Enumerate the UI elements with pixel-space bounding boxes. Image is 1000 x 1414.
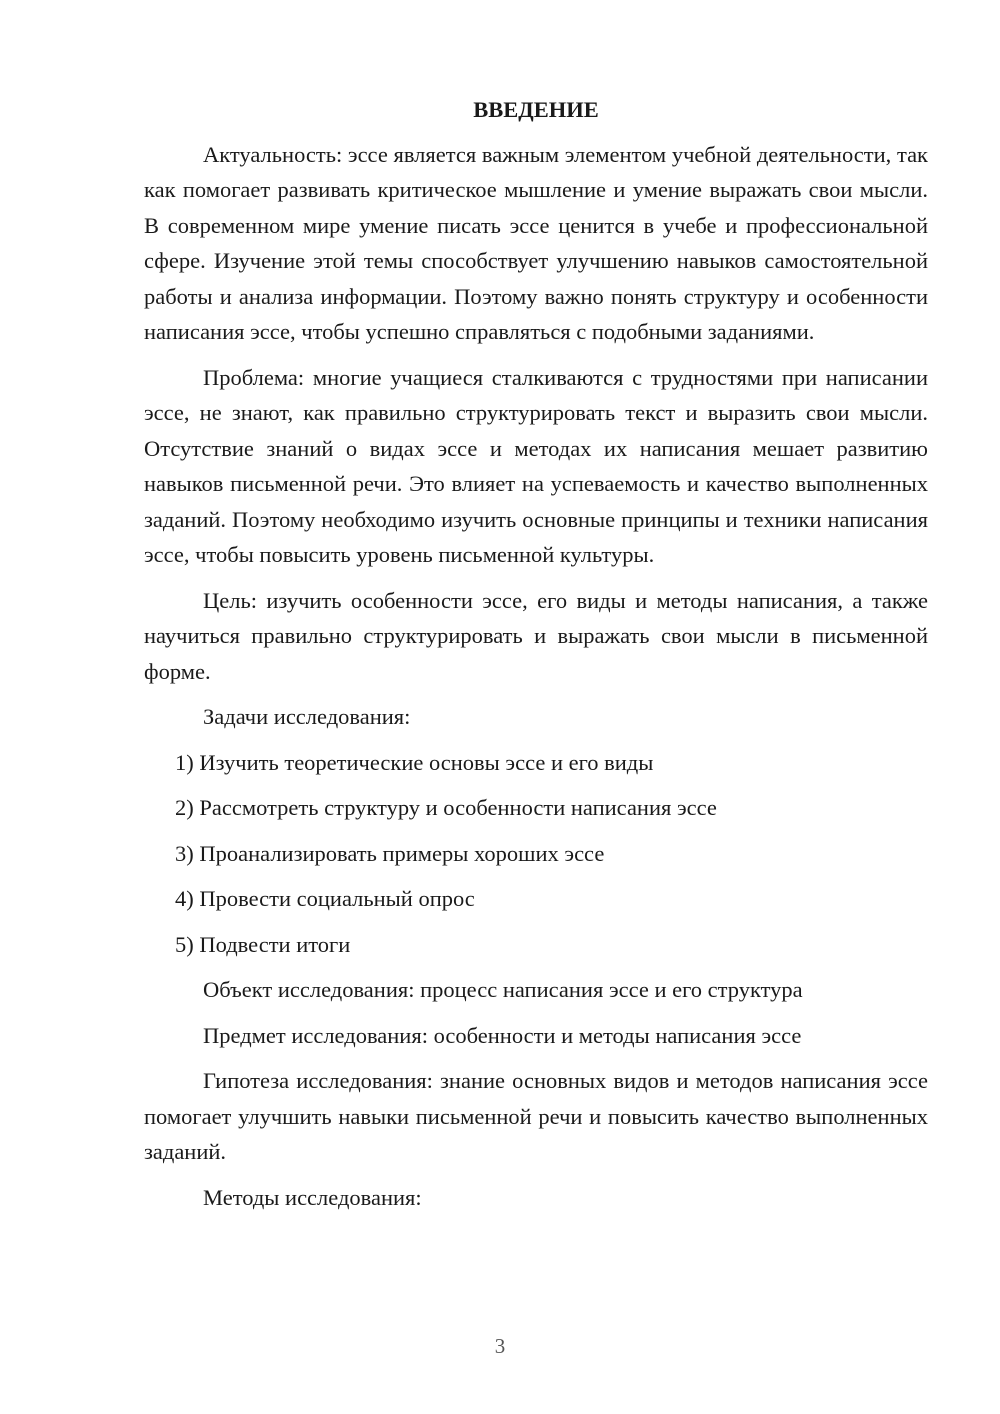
task-item: 2) Рассмотреть структуру и особенности написания эссе [175, 795, 717, 820]
hypothesis-paragraph: Гипотеза исследования: знание основных видов и методов написания эссе помогает улучшить навыки письменной речи и повысить качество выполненных заданий. [144, 1068, 928, 1164]
research-object: Объект исследования: процесс написания эссе и его структура [203, 977, 803, 1002]
methods-heading: Методы исследования: [203, 1184, 422, 1210]
page-content [144, 92, 928, 1225]
problem-paragraph: Проблема: многие учащиеся сталкиваются с трудностями при написании эссе, не знают, как правильно структурировать текст и выразить свои мысли. Отсутствие знаний о видах эссе и методах их написания мешает развитию навыков письменной речи. Это влияет на успеваемость и качество выполненных заданий. Поэтому необходимо изучить основные принципы и техники написания эссе, чтобы повысить уровень письменной культуры. [144, 364, 928, 567]
tasks-heading: Задачи исследования: [203, 704, 411, 729]
page-title: ВВЕДЕНИЕ [473, 97, 599, 122]
page-number: 3 [494, 1334, 506, 1358]
goal-paragraph: Цель: изучить особенности эссе, его виды и методы написания, а также научиться правильно структурировать и выражать свои мысли в письменной форме. [144, 587, 928, 684]
task-item: 4) Провести социальный опрос [175, 886, 475, 911]
task-item: 5) Подвести итоги [175, 931, 351, 957]
research-subject: Предмет исследования: особенности и методы написания эссе [203, 1022, 802, 1048]
task-item: 1) Изучить теоретические основы эссе и его виды [175, 749, 654, 775]
relevance-paragraph: Актуальность: эссе является важным элементом учебной деятельности, так как помогает развивать критическое мышление и умение выражать свои мысли. В современном мире умение писать эссе ценится в учебе и профессиональной сфере. Изучение этой темы способствует улучшению навыков самостоятельной работы и анализа информации. Поэтому важно понять структуру и особенности написания эссе, чтобы успешно справляться с подобными заданиями. [144, 141, 928, 344]
task-item: 3) Проанализировать примеры хороших эссе [175, 840, 605, 866]
